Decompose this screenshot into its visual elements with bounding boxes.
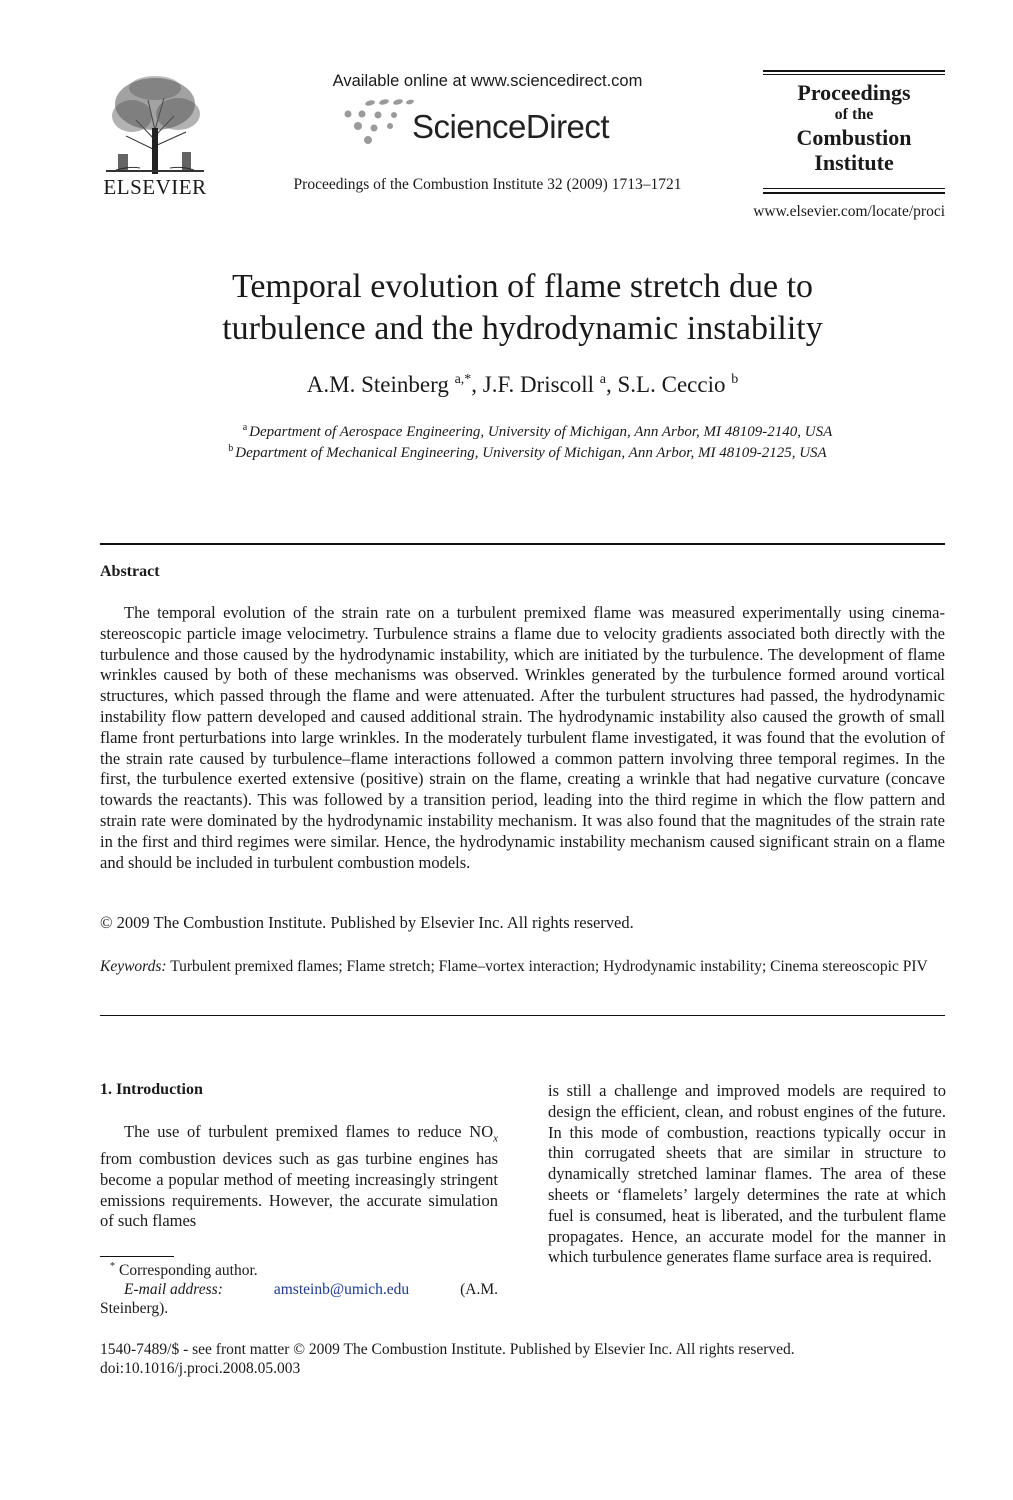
publisher-name: ELSEVIER	[103, 175, 207, 199]
elsevier-tree-icon	[96, 70, 214, 176]
abstract-top-rule	[100, 543, 945, 545]
abstract-heading: Abstract	[100, 563, 160, 580]
affiliation-a	[100, 424, 975, 441]
box-bottom-rule	[763, 192, 945, 194]
available-online-text: Available online at www.sciencedirect.com	[332, 72, 643, 90]
footnote-name-part: Steinberg).	[100, 1300, 169, 1317]
section-heading: 1. Introduction	[100, 1081, 203, 1098]
doi-line[interactable]: doi:10.1016/j.proci.2008.05.003	[100, 1360, 301, 1377]
footnote-corresponding	[100, 1262, 258, 1280]
nox-subscript: x	[493, 1132, 498, 1145]
elsevier-logo	[96, 70, 214, 198]
journal-url[interactable]: www.elsevier.com/locate/proci	[753, 203, 945, 220]
sciencedirect-logo	[340, 98, 640, 152]
footnote-email	[100, 1280, 498, 1318]
affiliation-text: Department of Mechanical Engineering, University of Michigan, Ann Arbor, MI 48109-2125, USA	[235, 445, 827, 461]
footnote-email-label: E-mail address:	[124, 1281, 223, 1298]
email-link[interactable]: amsteinb@umich.edu	[273, 1281, 410, 1298]
footnote-email-row	[100, 1280, 498, 1299]
box-top-rule-thin	[763, 74, 945, 75]
affiliation-text: Department of Aerospace Engineering, University of Michigan, Ann Arbor, MI 48109-2140, USA	[249, 424, 833, 440]
affiliation-b	[90, 445, 965, 462]
author-affiliation-marker: a	[599, 372, 607, 387]
affiliation-marker: b	[228, 443, 234, 454]
footnote-text: Corresponding author.	[119, 1262, 258, 1279]
intro-paragraph-col2: is still a challenge and improved models are required to design the efficient, clean, and robust engines of the future. In this mode of combustion, reactions typically occur in thin corrugated sheets that are similar in structure to dynamically stretched laminar flames. The area of these sheets or ‘flamelets’ largely determines the rate at which fuel is consumed, heat is liberated, and the turbulent flame propagates. Hence, an accurate model for the manner in which turbulence generates flame surface area is required.	[548, 1081, 946, 1267]
intro-paragraph-col1	[100, 1122, 498, 1232]
sciencedirect-dots-icon	[340, 98, 420, 152]
intro-text: from combustion devices such as gas turbine engines has become a popular method of meeting increasingly stringent emissions requirements. However, the accurate simulation of such flames	[100, 1149, 498, 1231]
author-name: J.F. Driscoll	[482, 372, 595, 397]
journal-title-line4: Institute	[814, 150, 894, 175]
abstract-body: The temporal evolution of the strain rate on a turbulent premixed flame was measured experimentally using cinema-stereoscopic particle image velocimetry. Turbulence strains a flame due to velocity gradients associated both directly with the turbulence and those caused by the hydrodynamic instability, which are initiated by the turbulence. The development of flame wrinkles caused by both of these mechanisms was observed. Wrinkles generated by the turbulence formed around vortical structures, which passed through the flame and were attenuated. After the turbulent structures had passed, the hydrodynamic instability flow pattern developed and caused additional strain. The hydrodynamic instability also caused the growth of small flame front perturbations into large wrinkles. In the moderately turbulent flame investigated, it was found that the evolution of the strain rate caused by turbulence–flame interactions followed a common pattern involving three temporal regimes. In the first, the turbulence exerted extensive (positive) strain on the flame, creating a wrinkle that had negative curvature (concave towards the reactants). This was followed by a transition period, leading into the third regime in which the flow pattern and strain rate were dominated by the hydrodynamic instability mechanism. It was also found that the magnitudes of the strain rate in the first and third regimes were similar. Hence, the hydrodynamic instability mechanism caused significant strain on a flame and should be included in turbulent combustion models.	[100, 603, 945, 872]
box-bottom-rule-thin	[763, 188, 945, 189]
abstract-copyright: © 2009 The Combustion Institute. Published by Elsevier Inc. All rights reserved.	[100, 913, 634, 932]
author-name: A.M. Steinberg	[306, 372, 449, 397]
footnote-marker: *	[110, 1261, 115, 1272]
author-separator: ,	[471, 372, 483, 397]
author-affiliation-marker: a,*	[454, 372, 472, 387]
author-separator: ,	[606, 372, 618, 397]
article-title	[100, 266, 945, 350]
author-name: S.L. Ceccio	[617, 372, 726, 397]
article-title-line2: turbulence and the hydrodynamic instability	[222, 310, 823, 347]
author-list	[100, 372, 945, 398]
abstract-bottom-rule	[100, 1015, 945, 1016]
article-title-line1: Temporal evolution of flame stretch due to	[231, 268, 814, 305]
front-matter-line: 1540-7489/$ - see front matter © 2009 The Combustion Institute. Published by Elsevier Inc. All rights reserved.	[100, 1341, 795, 1358]
journal-title	[763, 80, 945, 175]
journal-title-line1: Proceedings	[797, 80, 911, 105]
affiliation-marker: a	[242, 422, 248, 433]
intro-text: The use of turbulent premixed flames to reduce NO	[124, 1122, 494, 1141]
footnote-name-part: (A.M.	[460, 1281, 498, 1298]
box-top-rule	[763, 70, 945, 72]
keywords-label: Keywords:	[100, 958, 167, 975]
author-affiliation-marker: b	[731, 372, 739, 387]
sciencedirect-wordmark: ScienceDirect	[412, 108, 610, 145]
keywords	[100, 956, 945, 977]
journal-title-box	[763, 70, 945, 194]
journal-title-line2: of the	[834, 106, 874, 123]
footnote-rule	[100, 1256, 174, 1257]
journal-citation: Proceedings of the Combustion Institute 32 (2009) 1713–1721	[293, 176, 682, 193]
keywords-list: Turbulent premixed flames; Flame stretch; Flame–vortex interaction; Hydrodynamic instability; Cinema stereoscopic PIV	[170, 958, 928, 975]
journal-title-line3: Combustion	[796, 125, 912, 150]
